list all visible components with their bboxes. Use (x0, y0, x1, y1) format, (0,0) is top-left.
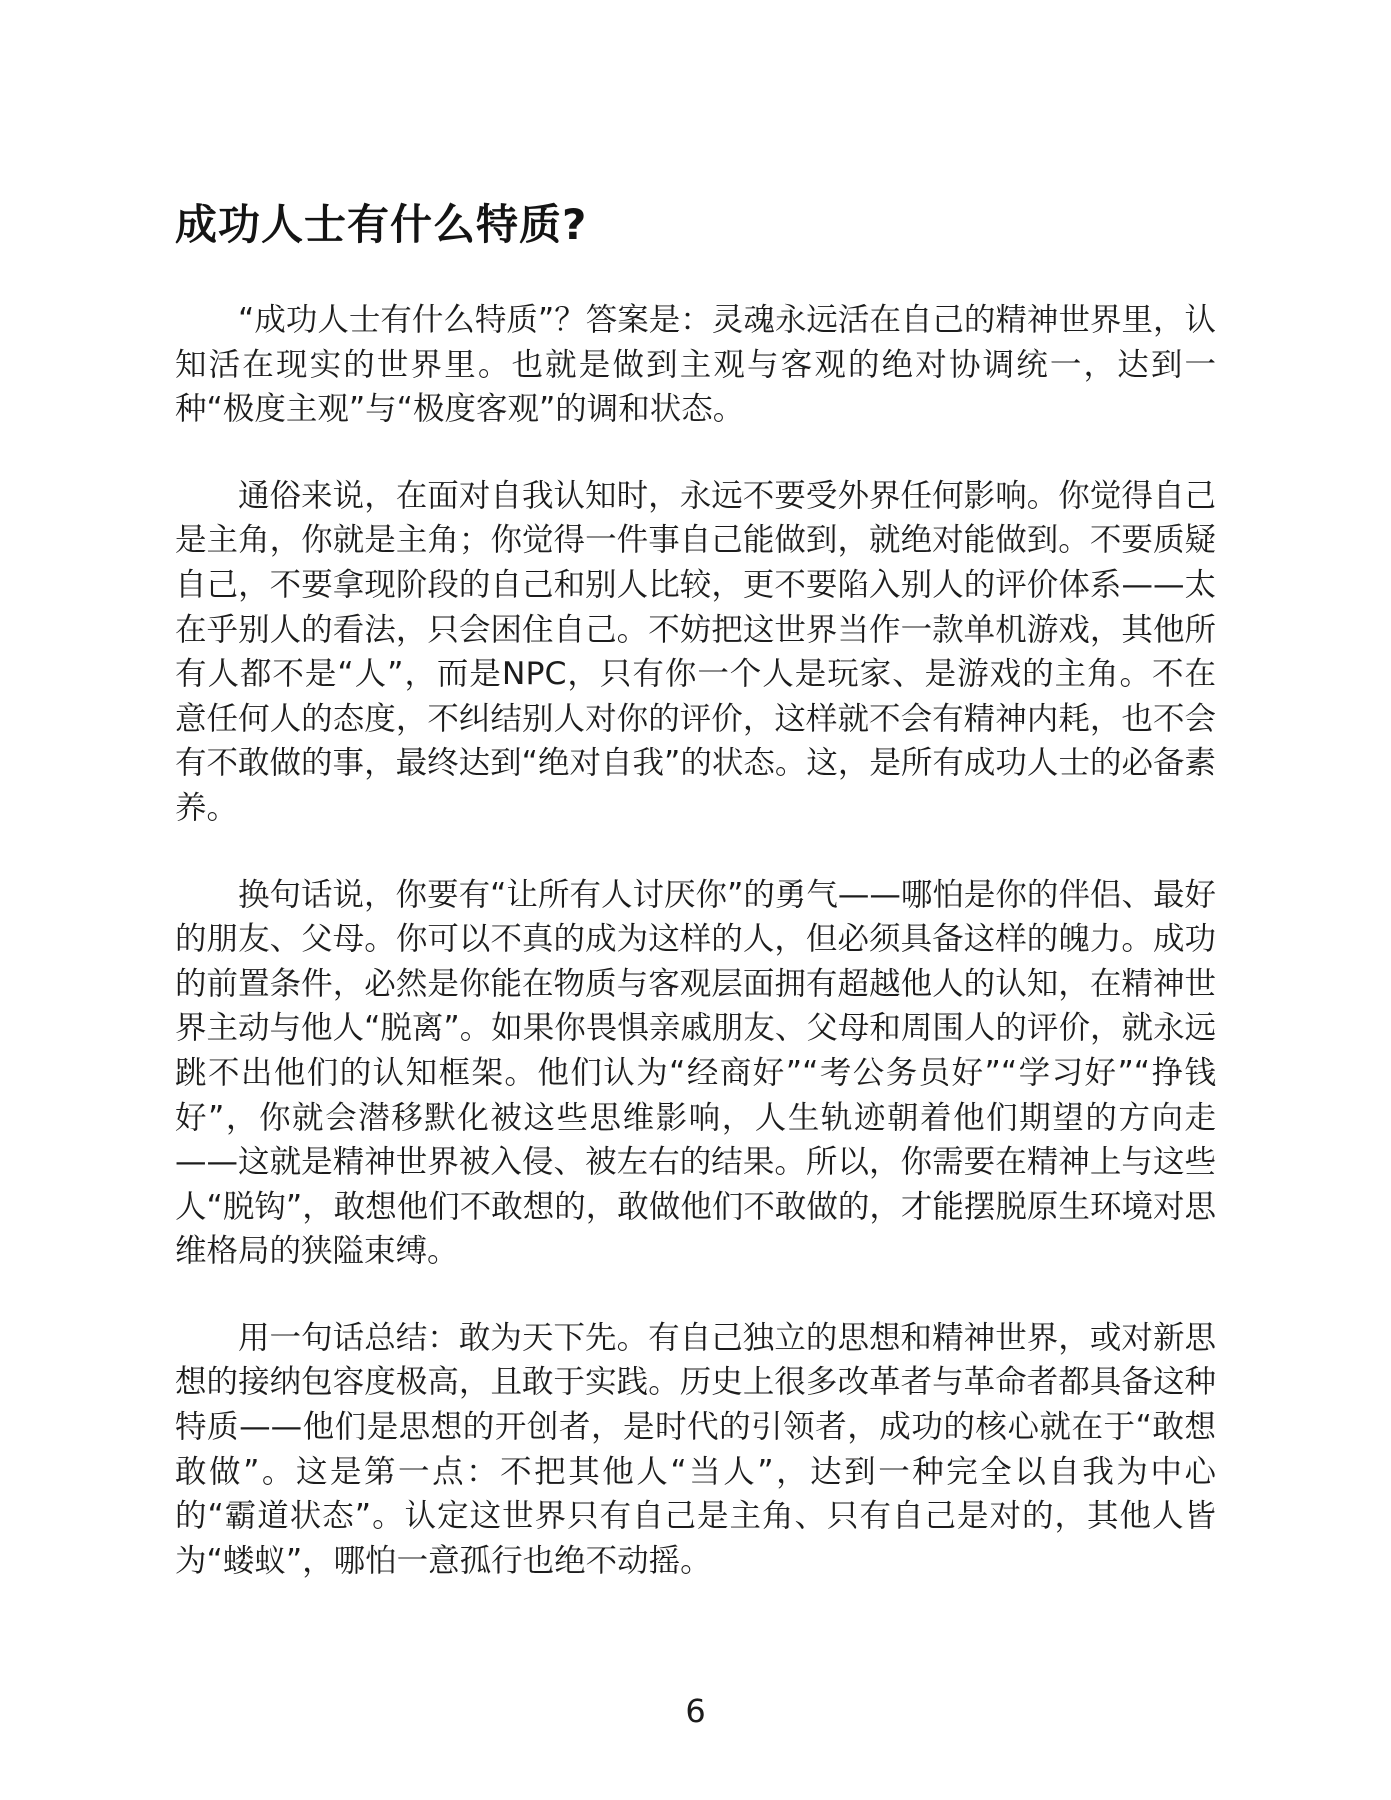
paragraph-2: 通俗来说，在面对自我认知时，永远不要受外界任何影响。你觉得自己是主角，你就是主角；你觉得一件事自己能做到，就绝对能做到。不要质疑自己，不要拿现阶段的自己和别人比较，更不要陷入别人的评价体系——太在乎别人的看法，只会困住自己。不妨把这世界当作一款单机游戏，其他所有人都不是“人”，而是NPC，只有你一个人是玩家、是游戏的主角。不在意任何人的态度，不纠结别人对你的评价，这样就不会有精神内耗，也不会有不敢做的事，最终达到“绝对自我”的状态。这，是所有成功人士的必备素养。 (175, 477, 1216, 826)
page-content (175, 196, 1216, 1625)
paragraph-3: 换句话说，你要有“让所有人讨厌你”的勇气——哪怕是你的伴侣、最好的朋友、父母。你可以不真的成为这样的人，但必须具备这样的魄力。成功的前置条件，必然是你能在物质与客观层面拥有超越他人的认知，在精神世界主动与他人“脱离”。如果你畏惧亲戚朋友、父母和周围人的评价，就永远跳不出他们的认知框架。他们认为“经商好”“考公务员好”“学习好”“挣钱好”，你就会潜移默化被这些思维影响，人生轨迹朝着他们期望的方向走——这就是精神世界被入侵、被左右的结果。所以，你需要在精神上与这些人“脱钩”，敢想他们不敢想的，敢做他们不敢做的，才能摆脱原生环境对思维格局的狭隘束缚。 (175, 876, 1216, 1270)
page-title: 成功人士有什么特质? (175, 200, 588, 249)
paragraph-1: “成功人士有什么特质”？答案是：灵魂永远活在自己的精神世界里，认知活在现实的世界里。也就是做到主观与客观的绝对协调统一，达到一种“极度主观”与“极度客观”的调和状态。 (175, 302, 1216, 428)
paragraph-4: 用一句话总结：敢为天下先。有自己独立的思想和精神世界，或对新思想的接纳包容度极高，且敢于实践。历史上很多改革者与革命者都具备这种特质——他们是思想的开创者，是时代的引领者，成功的核心就在于“敢想敢做”。这是第一点：不把其他人“当人”，达到一种完全以自我为中心的“霸道状态”。认定这世界只有自己是主角、只有自己是对的，其他人皆为“蝼蚁”，哪怕一意孤行也绝不动摇。 (175, 1319, 1216, 1579)
page-number: 6 (685, 1692, 706, 1730)
